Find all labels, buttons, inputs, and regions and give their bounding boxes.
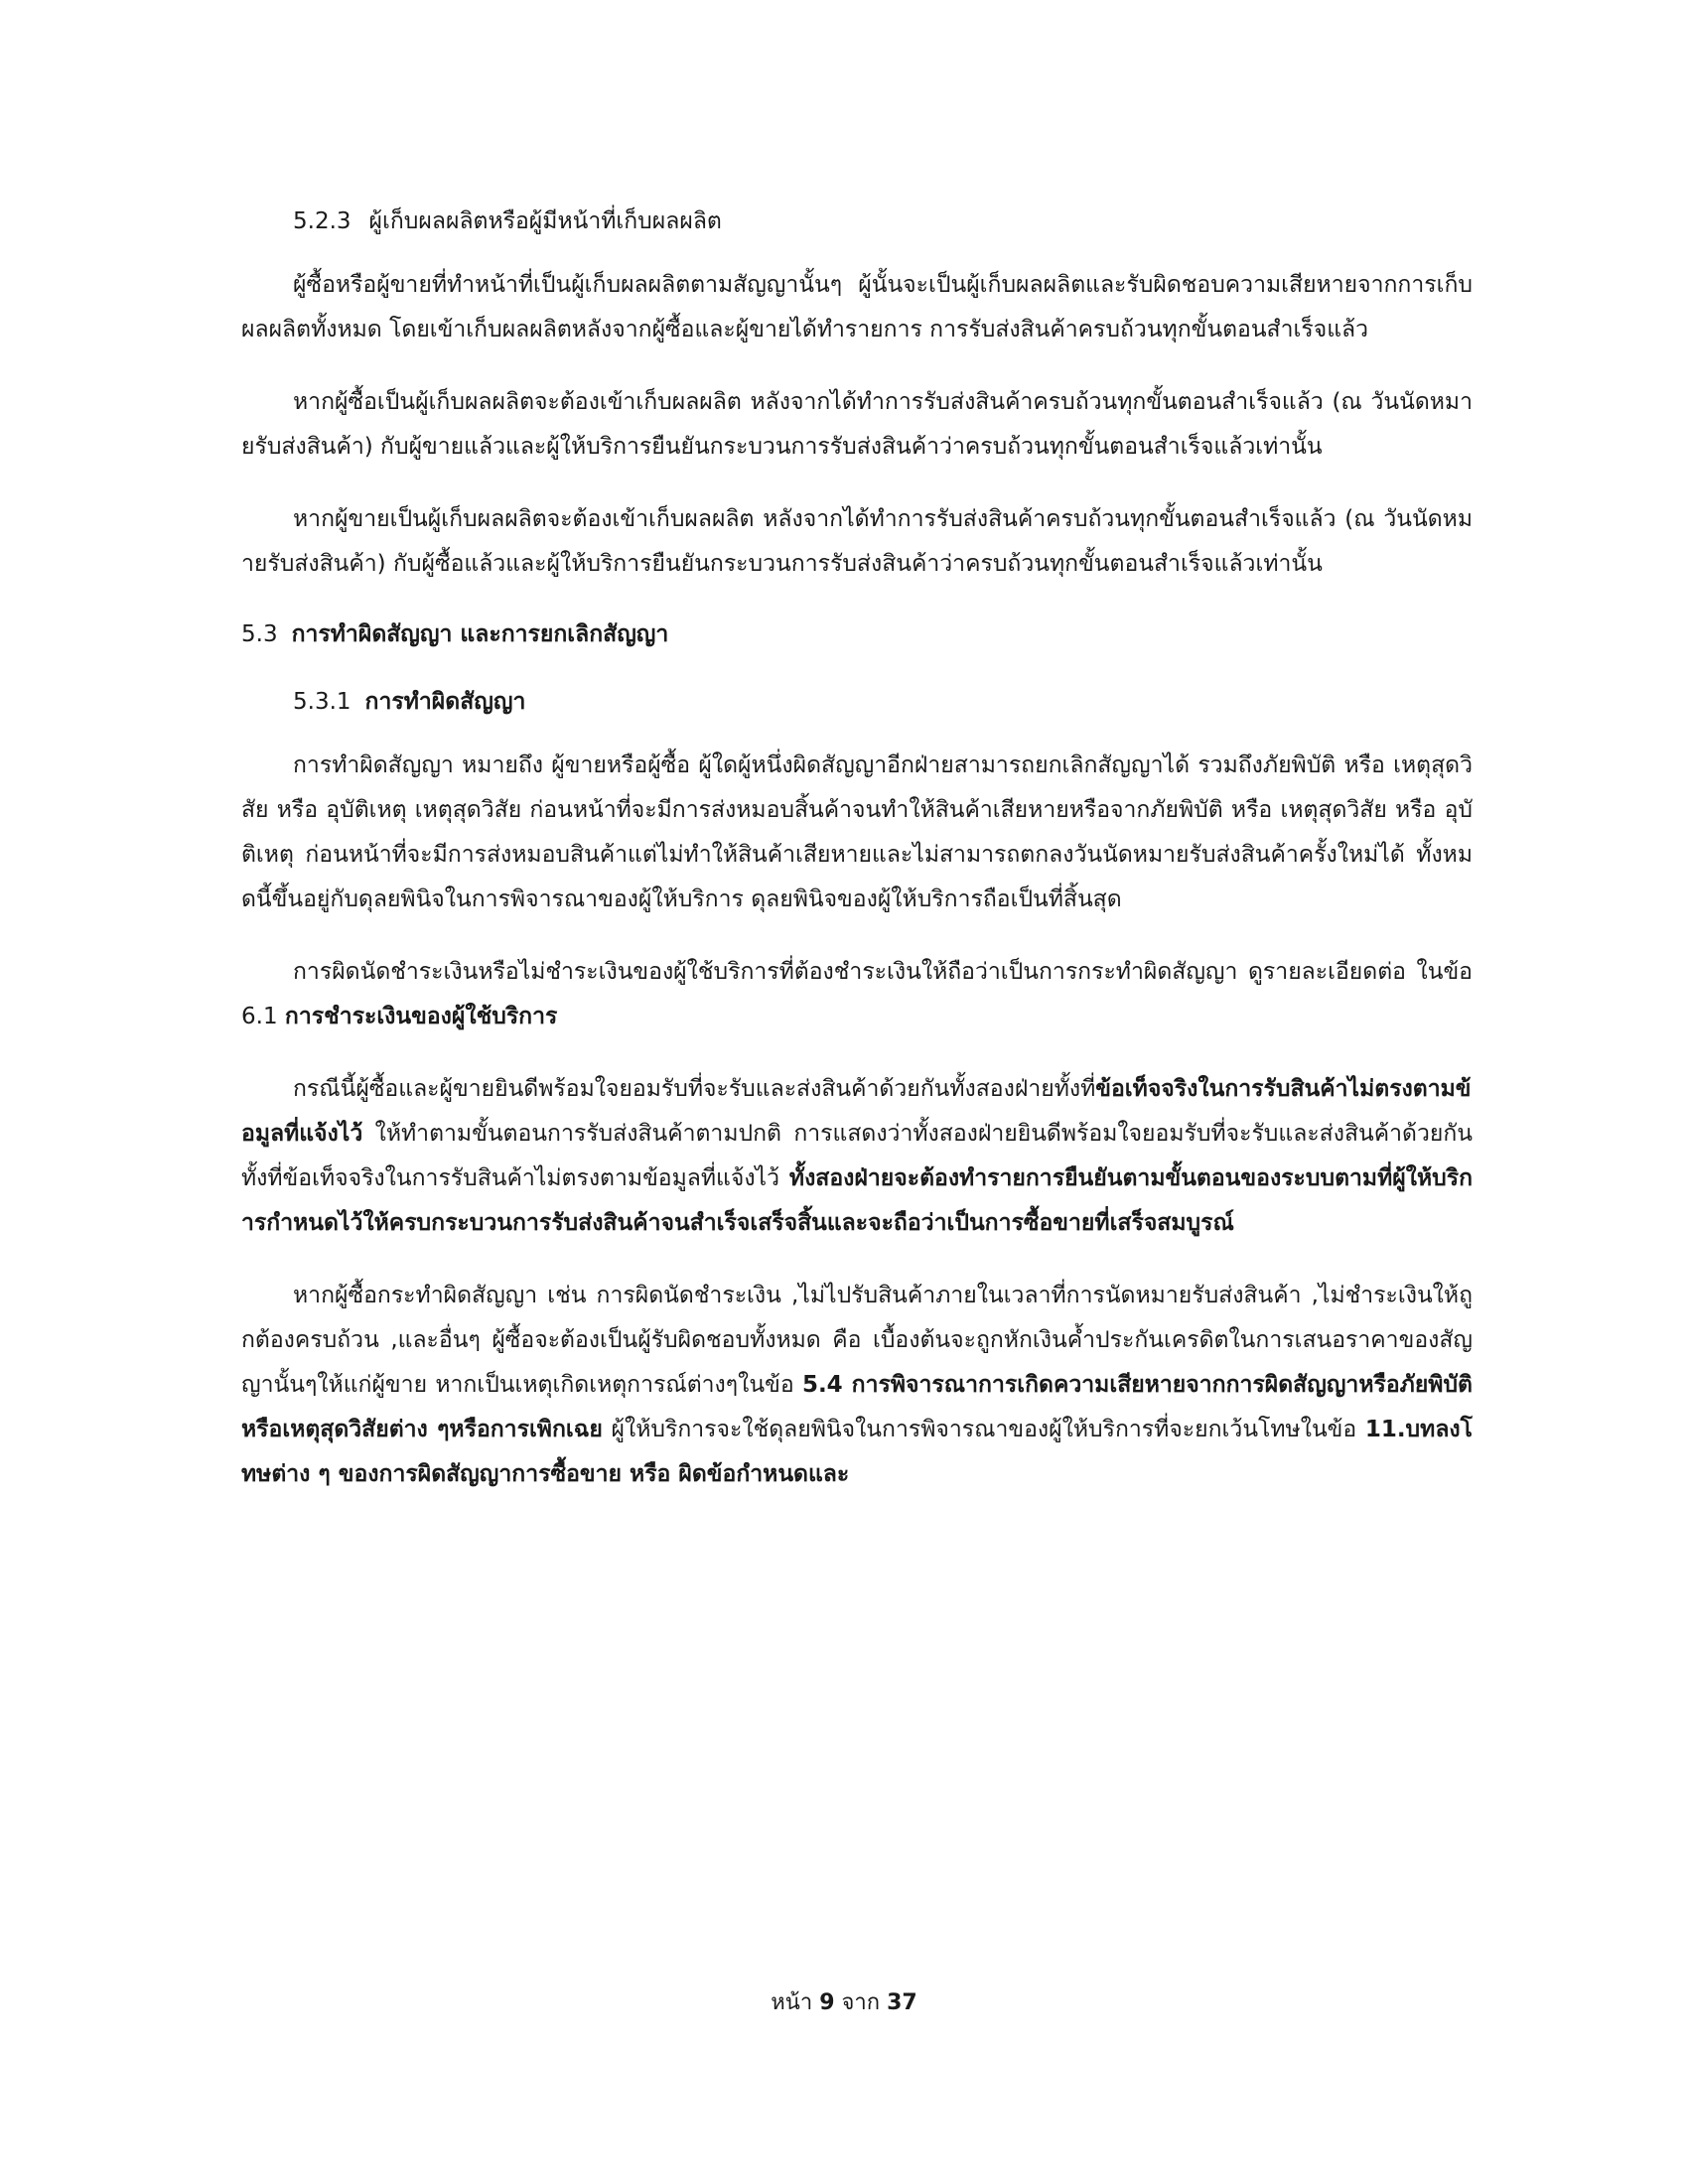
paragraph-2: หากผู้ซื้อเป็นผู้เก็บผลผลิตจะต้องเข้าเก็บผลผลิต หลังจากได้ทำการรับส่งสินค้าครบถ้วนทุกขั้นตอนสำเร็จแล้ว (ณ วันนัดหมายรับส่งสินค้า) กับผู้ขายแล้วและผู้ให้บริการยืนยันกระบวนการรับส่งสินค้าว่าครบถ้วนทุกขั้นตอนสำเร็จแล้วเท่านั้น <box>241 389 1473 460</box>
page-content <box>241 204 1473 1525</box>
paragraph-5 <box>241 950 1473 1039</box>
section-5-3-1-heading <box>241 684 1473 720</box>
page-footer <box>0 1988 1688 2018</box>
paragraph-text: กรณีนี้ผู้ซื้อและผู้ขายยินดีพร้อมใจยอมรับที่จะรับและส่งสินค้าด้วยกันทั้งสองฝ่ายทั้งที่ <box>293 1076 1096 1102</box>
section-number: 5.2.3 <box>293 208 352 234</box>
footer-middle: จาก <box>841 1990 881 2015</box>
paragraph-1: ผู้ซื้อหรือผู้ขายที่ทำหน้าที่เป็นผู้เก็บผลผลิตตามสัญญานั้นๆ ผู้นั้นจะเป็นผู้เก็บผลผลิตและรับผิดชอบความเสียหายจากการเก็บผลผลิตทั้งหมด โดยเข้าเก็บผลผลิตหลังจากผู้ซื้อและผู้ขายได้ทำรายการ การรับส่งสินค้าครบถ้วนทุกขั้นตอนสำเร็จแล้ว <box>241 272 1473 342</box>
page-total: 37 <box>887 1990 917 2015</box>
paragraph-text: การผิดนัดชำระเงินหรือไม่ชำระเงินของผู้ใช้บริการที่ต้องชำระเงินให้ถือว่าเป็นการกระทำผิดสัญญา ดูรายละเอียดต่อ ในข้อ 6.1 <box>241 959 1473 1029</box>
bold-text: ข้อเท็จจริงในการรับสินค้าไม่ตรงตามข้อมูลที่แจ้งไว้ <box>241 1076 1472 1147</box>
bold-reference: 11.บทลงโทษต่าง ๆ ของการผิดสัญญาการซื้อขาย หรือ ผิดข้อกำหนดและ <box>241 1417 1473 1487</box>
bold-text: ทั้งสองฝ่ายจะต้องทำรายการยืนยันตามขั้นตอนของระบบตามที่ผู้ให้บริการกำหนดไว้ให้ครบกระบวนการรับส่งสินค้าจนสำเร็จเสร็จสิ้นและจะถือว่าเป็นการซื้อขายที่เสร็จสมบูรณ์ <box>241 1165 1473 1236</box>
section-title: การทำผิดสัญญา <box>364 689 526 715</box>
section-title: การทำผิดสัญญา และการยกเลิกสัญญา <box>291 621 669 647</box>
paragraph-text: ให้ทำตามขั้นตอนการรับส่งสินค้าตามปกติ การแสดงว่าทั้งสองฝ่ายยินดีพร้อมใจยอมรับที่จะรับและส่งสินค้าด้วยกันทั้งที่ข้อเท็จจริงในการรับสินค้าไม่ตรงตามข้อมูลที่แจ้งไว้ <box>241 1121 1473 1191</box>
bold-reference: การชำระเงินของผู้ใช้บริการ <box>284 1004 558 1029</box>
paragraph-7 <box>241 1274 1473 1497</box>
section-5-2-3-heading <box>241 204 1473 239</box>
section-title: ผู้เก็บผลผลิตหรือผู้มีหน้าที่เก็บผลผลิต <box>368 208 722 234</box>
page-number: 9 <box>819 1990 835 2015</box>
paragraph-text: ผู้ให้บริการจะใช้ดุลยพินิจในการพิจารณาของผู้ให้บริการที่จะยกเว้นโทษในข้อ <box>602 1417 1365 1442</box>
footer-prefix: หน้า <box>771 1990 813 2015</box>
bold-reference: 5.4 การพิจารณาการเกิดความเสียหายจากการผิดสัญญาหรือภัยพิบัติหรือเหตุสุดวิสัยต่าง ๆหรือการเพิกเฉย <box>241 1372 1473 1442</box>
section-5-3-heading <box>241 616 1473 652</box>
paragraph-6 <box>241 1067 1473 1246</box>
section-number: 5.3 <box>241 621 278 647</box>
section-number: 5.3.1 <box>293 689 352 715</box>
paragraph-text: หากผู้ซื้อกระทำผิดสัญญา เช่น การผิดนัดชำระเงิน ,ไม่ไปรับสินค้าภายในเวลาที่การนัดหมายรับส่งสินค้า ,ไม่ชำระเงินให้ถูกต้องครบถ้วน ,และอื่นๆ ผู้ซื้อจะต้องเป็นผู้รับผิดชอบทั้งหมด คือ เบื้องต้นจะถูกหักเงินค้ำประกันเครดิตในการเสนอราคาของสัญญานั้นๆให้แก่ผู้ขาย หากเป็นเหตุเกิดเหตุการณ์ต่างๆในข้อ <box>241 1283 1473 1398</box>
paragraph-4: การทำผิดสัญญา หมายถึง ผู้ขายหรือผู้ซื้อ ผู้ใดผู้หนึ่งผิดสัญญาอีกฝ่ายสามารถยกเลิกสัญญาได้ รวมถึงภัยพิบัติ หรือ เหตุสุดวิสัย หรือ อุบัติเหตุ เหตุสุดวิสัย ก่อนหน้าที่จะมีการส่งหมอบสิ้นค้าจนทำให้สินค้าเสียหายหรือจากภัยพิบัติ หรือ เหตุสุดวิสัย หรือ อุบัติเหตุ ก่อนหน้าที่จะมีการส่งหมอบสินค้าแต่ไม่ทำให้สินค้าเสียหายและไม่สามารถตกลงวันนัดหมายรับส่งสินค้าครั้งใหม่ได้ ทั้งหมดนี้ขึ้นอยู่กับดุลยพินิจในการพิจารณาของผู้ให้บริการ ดุลยพินิจของผู้ให้บริการถือเป็นที่สิ้นสุด <box>241 752 1473 912</box>
paragraph-3: หากผู้ขายเป็นผู้เก็บผลผลิตจะต้องเข้าเก็บผลผลิต หลังจากได้ทำการรับส่งสินค้าครบถ้วนทุกขั้นตอนสำเร็จแล้ว (ณ วันนัดหมายรับส่งสินค้า) กับผู้ซื้อแล้วและผู้ให้บริการยืนยันกระบวนการรับส่งสินค้าว่าครบถ้วนทุกขั้นตอนสำเร็จแล้วเท่านั้น <box>241 506 1473 577</box>
